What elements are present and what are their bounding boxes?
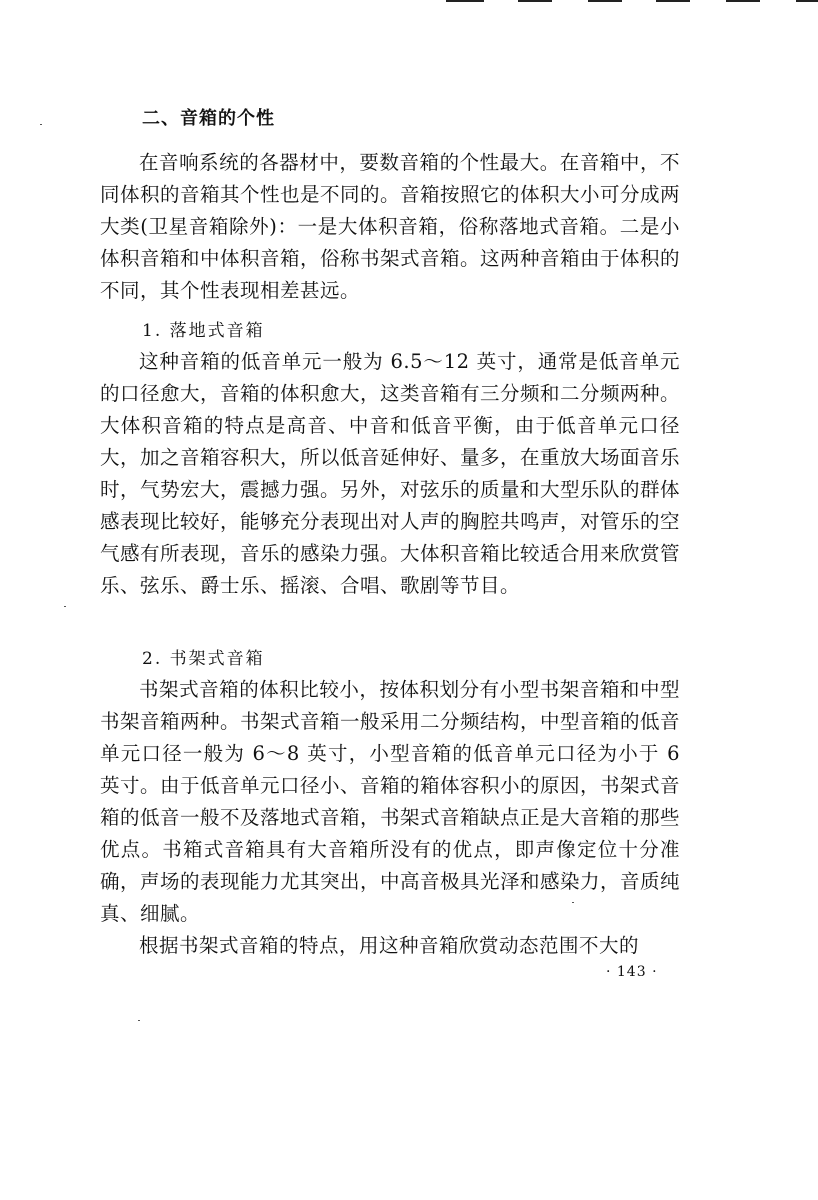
intro-paragraph: 在音响系统的各器材中，要数音箱的个性最大。在音箱中，不同体积的音箱其个性也是不同的。音箱按照它的体积大小可分成两大类(卫星音箱除外)：一是大体积音箱，俗称落地式音箱。二是小体积音箱和中体积音箱，俗称书架式音箱。这两种音箱由于体积的不同，其个性表现相差甚远。 xyxy=(100,151,681,302)
bookshelf-paragraph: 书架式音箱的体积比较小，按体积划分有小型书架音箱和中型书架音箱两种。书架式音箱一般采用二分频结构，中型音箱的低音单元口径一般为 6～8 英寸，小型音箱的低音单元口径为小于 6 英寸。由于低音单元口径小、音箱的箱体容积小的原因，书架式音箱的低音一般不及落地式音箱，书架式音箱缺点正是大音箱的那些优点。书箱式音箱具有大音箱所没有的优点，即声像定位十分准确，声场的表现能力尤其突出，中高音极具光泽和感染力，音质纯真、细腻。 xyxy=(100,678,681,925)
page-number: · 143 · xyxy=(606,964,658,980)
scan-mark xyxy=(796,0,818,2)
subsection-title-floorstanding: 1. 落地式音箱 xyxy=(142,321,265,341)
scan-mark xyxy=(726,0,760,2)
scan-mark xyxy=(446,0,484,2)
scan-mark xyxy=(656,0,690,2)
floorstanding-paragraph: 这种音箱的低音单元一般为 6.5～12 英寸，通常是低音单元的口径愈大，音箱的体积愈大，这类音箱有三分频和二分频两种。大体积音箱的特点是高音、中音和低音平衡，由于低音单元口径大，加之音箱容积大，所以低音延伸好、量多，在重放大场面音乐时，气势宏大，震撼力强。另外，对弦乐的质量和大型乐队的群体感表现比较好，能够充分表现出对人声的胸腔共鸣声，对管乐的空气感有所表现，音乐的感染力强。大体积音箱比较适合用来欣赏管乐、弦乐、爵士乐、摇滚、合唱、歌剧等节目。 xyxy=(100,350,681,597)
closing-paragraph: 根据书架式音箱的特点，用这种音箱欣赏动态范围不大的 xyxy=(139,934,640,957)
scan-mark xyxy=(588,0,622,2)
section-title: 二、音箱的个性 xyxy=(142,108,275,129)
subsection-title-bookshelf: 2. 书架式音箱 xyxy=(142,649,265,669)
scan-speck xyxy=(64,606,66,607)
scan-speck xyxy=(138,1020,140,1021)
scan-speck xyxy=(572,902,574,903)
scan-speck xyxy=(40,124,42,125)
scan-mark xyxy=(518,0,552,2)
